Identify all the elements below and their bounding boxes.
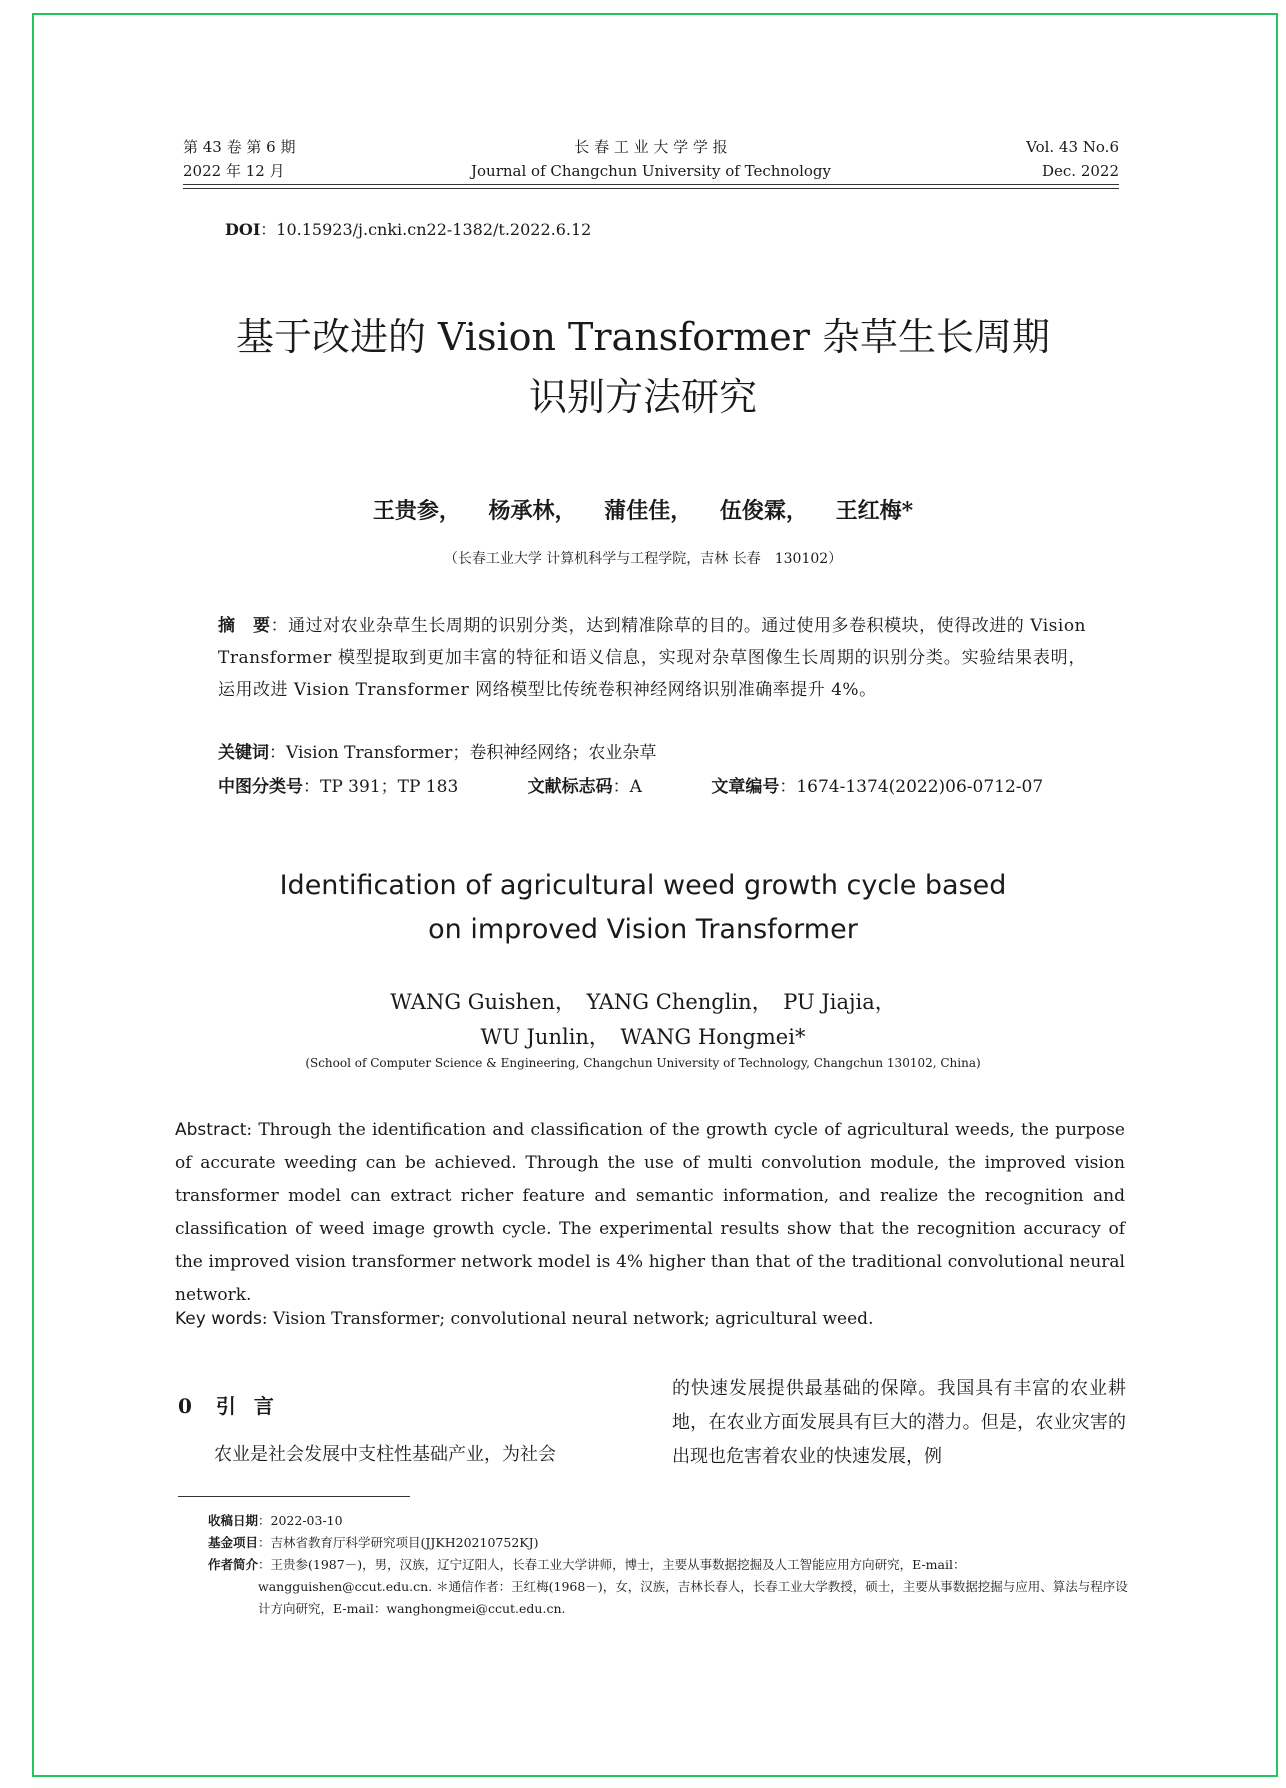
title-en-line1: Identification of agricultural weed growth cycle based [279,870,1007,901]
section-heading [178,1390,292,1419]
volume-issue-cn: 第 43 卷 第 6 期 [183,138,296,156]
keywords-en-label: Key words [175,1309,262,1329]
article-id-label: 文章编号 [711,777,780,797]
article-id-value: ：1674-1374(2022)06-0712-07 [779,777,1044,797]
classification-cn [218,772,1107,797]
abstract-en-label: Abstract [175,1120,247,1140]
fund-label: 基金项目 [208,1535,259,1550]
received-label: 收稿日期 [208,1513,259,1528]
authors-en-line2: WU Junlin， WANG Hongmei* [480,1025,806,1049]
date-cn: 2022 年 12 月 [183,162,285,180]
keywords-cn-text: ：Vision Transformer；卷积神经网络；农业杂草 [269,743,657,763]
footnote-bio [208,1554,1128,1620]
journal-name-cn: 长 春 工 业 大 学 学 报 [574,138,728,156]
header-rule-top [183,184,1119,185]
doc-code-value: ：A [612,777,642,797]
keywords-en-text: : Vision Transformer; convolutional neural network; agricultural weed. [261,1309,874,1329]
bio-label: 作者简介 [208,1557,259,1572]
paper-title-cn [0,307,1286,427]
clc-value: ：TP 391；TP 183 [303,777,459,797]
fund-value: ：吉林省教育厅科学研究项目(JJKH20210752KJ) [258,1535,539,1550]
author-cn: 王贵参， [372,498,461,524]
abstract-cn-label: 摘 要 [218,616,271,636]
volume-issue-en: Vol. 43 No.6 [1026,138,1119,156]
affiliation-cn: （长春工业大学 计算机科学与工程学院，吉林 长春 130102） [443,551,843,567]
abstract-en [175,1114,1125,1312]
body-text-left: 农业是社会发展中支柱性基础产业，为社会 [214,1444,556,1465]
body-text-right: 的快速发展提供最基础的保障。我国具有丰富的农业耕地，在农业方面发展具有巨大的潜力。但是，农业灾害的出现也危害着农业的快速发展，例 [672,1378,1126,1467]
section-title: 引言 [215,1394,292,1418]
journal-name [183,135,1119,183]
abstract-cn [218,610,1086,706]
author-cn: 杨承林， [488,498,577,524]
author-cn: 蒲佳佳， [604,498,693,524]
keywords-en [175,1309,873,1329]
authors-en-line1: WANG Guishen， YANG Chenglin， PU Jiajia， [390,990,896,1014]
doi-label: DOI [225,220,261,239]
title-cn-line1: 基于改进的 Vision Transformer 杂草生长周期 [235,315,1051,359]
author-cn: 王红梅* [835,498,914,524]
section-number: 0 [178,1394,192,1418]
footnotes [208,1510,1128,1620]
author-cn: 伍俊霖， [719,498,808,524]
author-list-cn [0,494,1286,525]
journal-header [183,135,1119,185]
title-cn-line2: 识别方法研究 [528,375,757,419]
header-rule-bottom [183,188,1119,189]
title-en-line2: on improved Vision Transformer [428,914,858,945]
keywords-cn [218,738,656,763]
journal-name-en: Journal of Changchun University of Technology [471,162,831,180]
clc-label: 中图分类号 [218,777,303,797]
issue-info-en [1026,135,1119,183]
doi-value: ：10.15923/j.cnki.cn22-1382/t.2022.6.12 [260,220,592,239]
paper-title-en [0,864,1286,952]
bio-value: ：王贵参(1987－)，男，汉族，辽宁辽阳人，长春工业大学讲师，博士，主要从事数据挖掘及人工智能应用方向研究，E-mail：wangguishen@ccut.edu.cn. ＊通信作者：王红梅(1968－)，女，汉族，吉林长春人，长春工业大学教授，硕士，主要从事数据挖掘与应用、算法与程序设计方向研究，E-mail：wanghongmei@ccut.edu.cn. [258,1557,1128,1616]
doc-code-label: 文献标志码 [527,777,613,797]
abstract-en-text: : Through the identification and classification of the growth cycle of agricultural weeds, the purpose of accurate weeding can be achieved. Through the use of multi convolution module, the improved vision transformer model can extract richer feature and semantic information, and realize the recognition and classification of weed image growth cycle. The experimental results show that the recognition accuracy of the improved vision transformer network model is 4% higher than that of the traditional convolutional neural network. [175,1120,1125,1305]
abstract-cn-text: ：通过对农业杂草生长周期的识别分类，达到精准除草的目的。通过使用多卷积模块，使得改进的 Vision Transformer 模型提取到更加丰富的特征和语义信息，实现对杂草图像生长周期的识别分类。实验结果表明，运用改进 Vision Transformer 网络模型比传统卷积神经网络识别准确率提升 4%。 [218,616,1086,700]
doi-line [225,217,591,240]
footnote-received [208,1510,1128,1532]
received-value: ：2022-03-10 [258,1513,343,1528]
keywords-cn-label: 关键词 [218,743,269,763]
footnote-fund [208,1532,1128,1554]
author-list-en [0,985,1286,1055]
affiliation-en: (School of Computer Science & Engineering, Changchun University of Technology, Changchun 130102, China) [305,1056,981,1070]
date-en: Dec. 2022 [1041,162,1119,180]
footnote-rule [178,1496,410,1497]
